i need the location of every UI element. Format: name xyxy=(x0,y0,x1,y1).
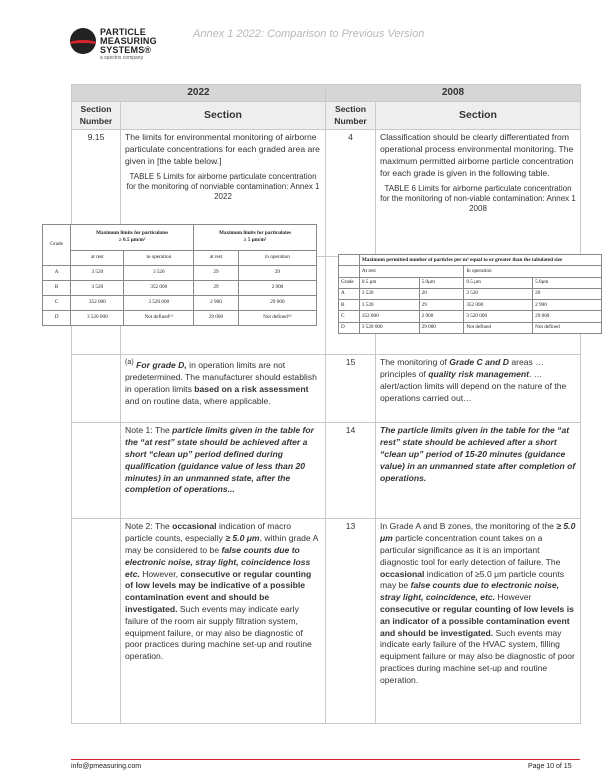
table5-row: D 3 520 000 Not defined⁽ᵃ⁾ 29 000 Not defined⁽ᵃ⁾ xyxy=(43,310,317,325)
table5-header-05: Maximum limits for particulates ≥ 0.5 μm/m³ xyxy=(71,225,194,251)
company-logo-icon xyxy=(70,28,96,54)
table6-limits-2008: Maximum permitted number of particles per m³ equal to or greater than the tabulated size At rest In operation Grade 0.5 μm 5.0μm 0.5 μm 5.0μm A 3 520 20 3 520 20 B 3 520 29 352 000 2 900 C 352 000 2 900 3 520 000 29 000 D 3 520 000 29 000 Not defined Not defined xyxy=(338,254,602,334)
section-number-header-2008: Section Number xyxy=(326,101,376,130)
section-number-15: 15 xyxy=(326,355,376,423)
section-number-9-15: 9.15 xyxy=(72,130,121,257)
table5-row: A 3 520 3 520 29 29 xyxy=(43,265,317,280)
section-text-2008-14: The particle limits given in the table for the “at rest” state should be achieved after a short “clean up” period of 15-20 minutes (guidance value) in an unmanned state after completion of operations. xyxy=(376,423,581,519)
table6-caption: TABLE 6 Limits for airborne particulate concentration for the monitoring of non-viable contamination: Annex 1 2008 xyxy=(380,183,576,213)
footer-divider xyxy=(71,759,580,760)
section-header-2008: Section xyxy=(376,101,581,130)
section-text-2022-9-15: The limits for environmental monitoring of airborne particulate concentrations for each graded area are given in [the table below.] TABLE 5 Limits for airborne particulate concentration for the monitoring of nonviable contamination: Annex 1 2022 xyxy=(121,130,326,257)
year-2022-header: 2022 xyxy=(72,85,326,102)
table6-row: B 3 520 29 352 000 2 900 xyxy=(339,300,602,311)
note-a-text: $^{(a)}$ For grade D, in operation limits are not predetermined. The manufacturer should establish in operation limits based on a risk assessment and on routine data, where applicable. xyxy=(121,355,326,423)
document-header-title: Annex 1 2022: Comparison to Previous Version xyxy=(193,28,425,40)
section-number-4: 4 xyxy=(326,130,376,257)
section-number-14: 14 xyxy=(326,423,376,519)
company-logo-text: PARTICLE MEASURING SYSTEMS® xyxy=(100,27,157,55)
table5-grade-header: Grade xyxy=(43,225,71,266)
note-1-text: Note 1: The particle limits given in the table for the “at rest” state should be achieved after a short “clean up” period defined during qualification (guidance value of less than 20 minutes) in an unmanned state, after the completion of operations... xyxy=(121,423,326,519)
year-2008-header: 2008 xyxy=(326,85,581,102)
table5-row: C 352 000 3 520 000 2 900 29 000 xyxy=(43,295,317,310)
company-logo-subtitle: a spectris company xyxy=(100,55,144,61)
section-header-2022: Section xyxy=(121,101,326,130)
note-2-text: Note 2: The occasional indication of macro particle counts, especially ≥ 5.0 μm, within grade A may be considered to be false counts due to electronic noise, stray light, coincidence loss etc. However, consecutive or regular counting of low levels may be indicative of a possible contamination event and should be investigated. Such events may indicate early failure of the room air supply filtration system, equipment failure, or may also be diagnostic of poor practices during machine set-up and routine operation. xyxy=(121,519,326,724)
section-text-2008-4: Classification should be clearly differentiated from operational process environmental monitoring. The maximum permitted airborne particle concentration for each grade is given in the following table. TABLE 6 Limits for airborne particulate concentration for the monitoring of non-viable contamination: Annex 1 2008 xyxy=(376,130,581,257)
table5-row: B 3 520 352 000 29 2 900 xyxy=(43,280,317,295)
footer-email-link[interactable]: info@pmeasuring.com xyxy=(71,763,142,770)
section-text-2008-15: The monitoring of Grade C and D areas … principles of quality risk management. …alert/action limits will depend on the nature of the operations carried out… xyxy=(376,355,581,423)
table5-header-5: Maximum limits for particulates ≥ 5 μm/m³ xyxy=(194,225,317,251)
table6-row: C 352 000 2 900 3 520 000 29 000 xyxy=(339,311,602,322)
section-number-header-2022: Section Number xyxy=(72,101,121,130)
table5-caption: TABLE 5 Limits for airborne particulate concentration for the monitoring of nonviable contamination: Annex 1 2022 xyxy=(126,171,320,201)
table6-row: D 3 520 000 29 000 Not defined Not defined xyxy=(339,322,602,333)
section-text-2008-13: In Grade A and B zones, the monitoring of the ≥ 5.0 μm particle concentration count takes on a particular significance as it is an important diagnostic tool for early detection of failure. The occasional indication of ≥5.0 μm particle counts may be false counts due to electronic noise, stray light, coincidence, etc. However consecutive or regular counting of low levels is an indicator of a possible contamination event and should be investigated. Such events may indicate early failure of the HVAC system, filling equipment failure or may also be diagnostic of poor practices during machine set-up and routine operation. xyxy=(376,519,581,724)
table5-limits-2022: Grade Maximum limits for particulates ≥ 0.5 μm/m³ Maximum limits for particulates ≥ 5 μm/m³ at rest in operation at rest in operation A 3 520 3 520 29 29 B 3 520 352 000 29 2 900 C 352 000 3 520 000 2 900 29 000 D 3 520 000 Not defined⁽ᵃ⁾ 29 000 Not defined⁽ᵃ⁾ xyxy=(42,224,317,326)
section-number-13: 13 xyxy=(326,519,376,724)
comparison-table xyxy=(71,84,581,724)
footer-page-number: Page 10 of 15 xyxy=(528,763,572,770)
table6-row: A 3 520 20 3 520 20 xyxy=(339,288,602,299)
table6-header: Maximum permitted number of particles per m³ equal to or greater than the tabulated size xyxy=(359,255,601,266)
